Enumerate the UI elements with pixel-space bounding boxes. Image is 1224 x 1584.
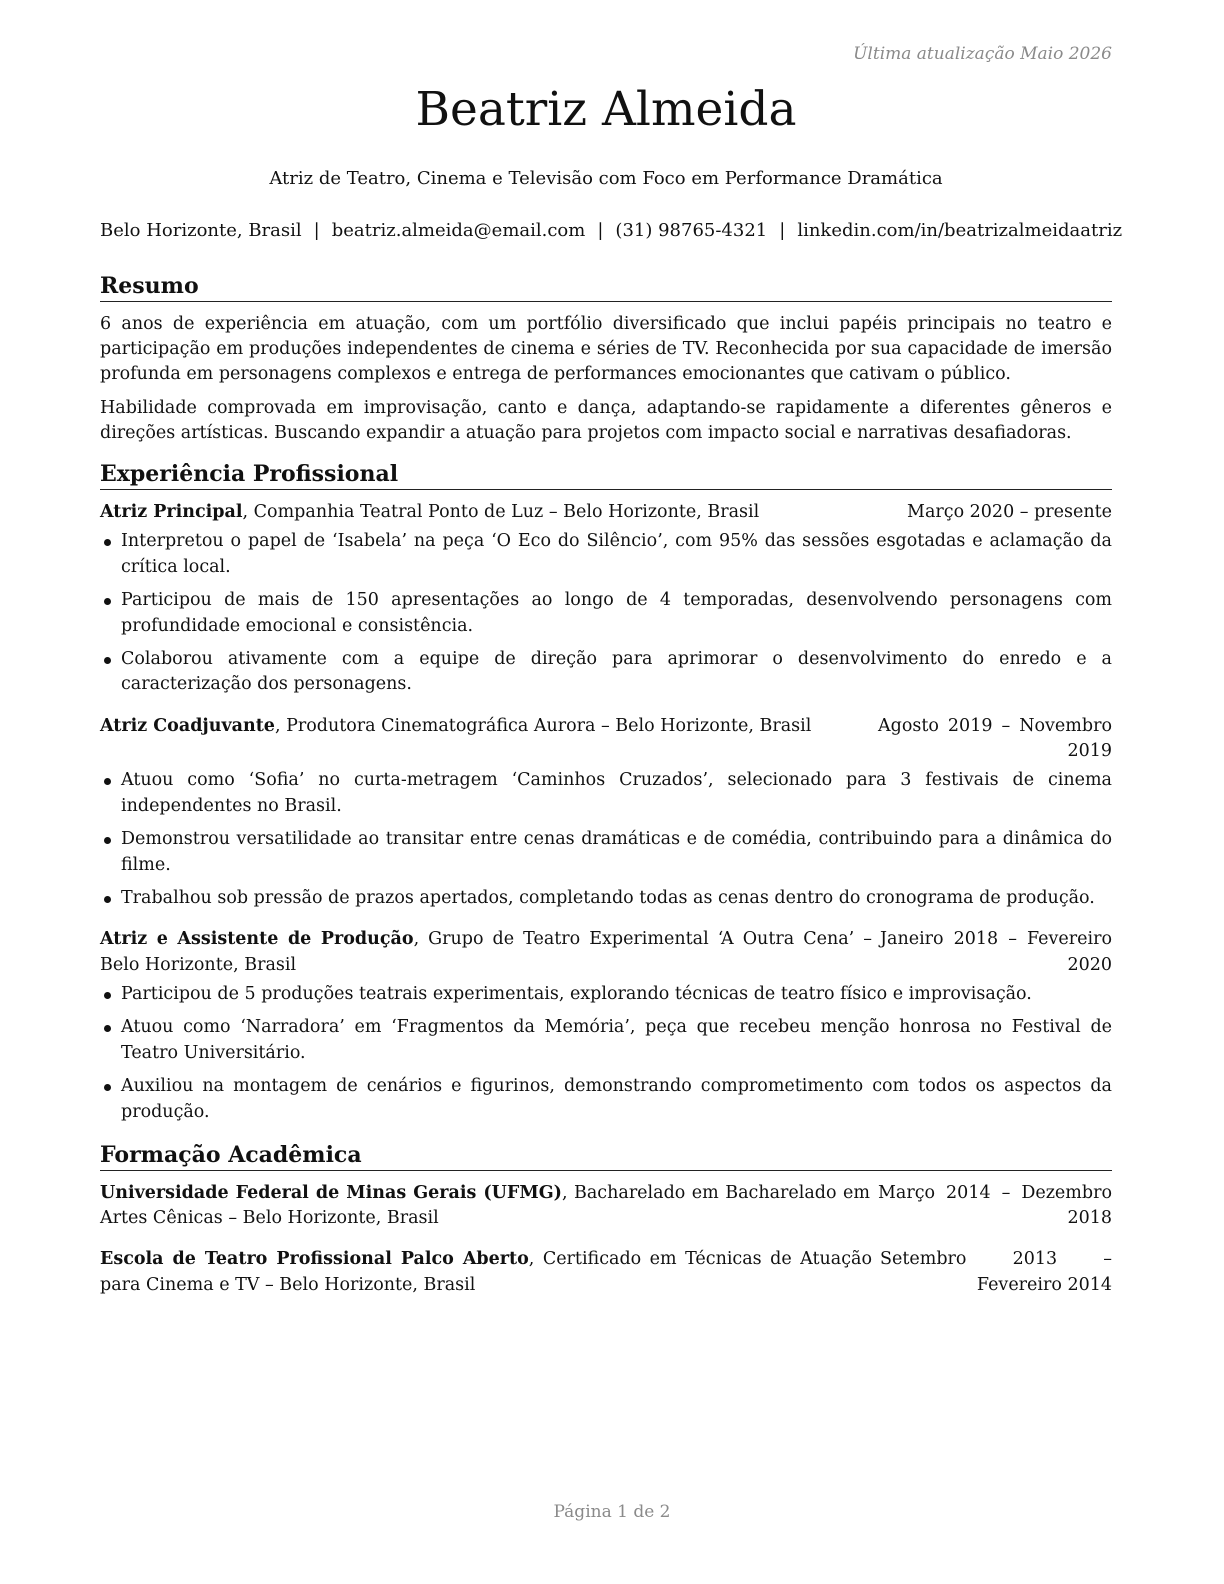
contact-phone: (31) 98765-4321: [615, 220, 768, 241]
bullet-icon: [104, 1025, 111, 1032]
contact-separator: |: [313, 220, 320, 241]
list-item: [100, 768, 1112, 819]
job-role: Atriz e Assistente de Produção: [100, 929, 414, 950]
bullet-icon: [104, 837, 111, 844]
bullet-icon: [104, 896, 111, 903]
job-title-line: [100, 714, 878, 739]
education-entry: [100, 1247, 1112, 1298]
bullet-icon: [104, 778, 111, 785]
contact-location: Belo Horizonte, Brasil: [100, 220, 302, 241]
education-header: [100, 1247, 1112, 1298]
job-org: , Grupo de Teatro Experimental ‘A Outra Cena’ – Belo Horizonte, Brasil: [100, 929, 872, 975]
job-role: Atriz Principal: [100, 502, 243, 523]
bullet-text: Auxiliou na montagem de cenários e figurinos, demonstrando comprometimento com todos os aspectos da produção.: [121, 1076, 1112, 1122]
bullet-text: Atuou como ‘Sofia’ no curta-metragem ‘Caminhos Cruzados’, selecionado para 3 festivais de cinema independentes no Brasil.: [121, 770, 1112, 816]
job-header: [100, 927, 1112, 978]
job-header: [100, 500, 1112, 525]
professional-title: Atriz de Teatro, Cinema e Televisão com Foco em Performance Dramática: [269, 168, 943, 189]
candidate-name: Beatriz Almeida: [415, 82, 797, 137]
bullet-icon: [104, 539, 111, 546]
summary-paragraph: Habilidade comprovada em improvisação, canto e dança, adaptando-se rapidamente a diferentes gêneros e direções artísticas. Buscando expandir a atuação para projetos com impacto social e narrativas desafiadoras.: [100, 397, 1112, 444]
job-org: , Produtora Cinematográfica Aurora – Belo Horizonte, Brasil: [274, 715, 812, 736]
list-item: [100, 886, 1112, 911]
job-header: [100, 714, 1112, 765]
section-title-education: Formação Acadêmica: [100, 1141, 1112, 1171]
bullet-text: Demonstrou versatilidade ao transitar entre cenas dramáticas e de comédia, contribuindo para a dinâmica do filme.: [121, 829, 1112, 875]
job-dates: Março 2020 – presente: [907, 502, 1112, 523]
section-title-experience: Experiência Profissional: [100, 460, 1112, 490]
list-item: [100, 982, 1112, 1007]
education-dates: Setembro 2013 – Fevereiro 2014: [880, 1249, 1112, 1295]
education-header: [100, 1181, 1112, 1232]
education-section: [100, 1141, 1112, 1298]
bullet-icon: [104, 992, 111, 999]
job-entry: [100, 927, 1112, 1125]
job-dates: Janeiro 2018 – Fevereiro 2020: [880, 929, 1112, 975]
job-entry: [100, 500, 1112, 698]
list-item: [100, 1015, 1112, 1066]
bullet-icon: [104, 1084, 111, 1091]
education-dates: Março 2014 – Dezembro 2018: [878, 1182, 1112, 1228]
education-title-line: [100, 1247, 880, 1298]
bullet-text: Interpretou o papel de ‘Isabela’ na peça ‘O Eco do Silêncio’, com 95% das sessões esgotadas e aclamação da crítica local.: [121, 531, 1112, 577]
bullet-text: Trabalhou sob pressão de prazos apertados, completando todas as cenas dentro do cronograma de produção.: [121, 887, 1095, 908]
job-entry: [100, 714, 1112, 912]
summary-paragraph: 6 anos de experiência em atuação, com um portfólio diversificado que inclui papéis principais no teatro e participação em produções independentes de cinema e séries de TV. Reconhecida por sua capacidade de imersão profunda em personagens complexos e entrega de performances emocionantes que cativam o público.: [100, 313, 1112, 385]
list-item: [100, 588, 1112, 639]
bullet-text: Colaborou ativamente com a equipe de direção para aprimorar o desenvolvimento do enredo e a caracterização dos personagens.: [121, 648, 1112, 695]
section-title-summary: Resumo: [100, 272, 1112, 302]
bullet-icon: [104, 598, 111, 605]
contact-separator: |: [597, 220, 604, 241]
job-role: Atriz Coadjuvante: [100, 715, 275, 736]
job-title-line: [100, 500, 907, 525]
contact-linkedin[interactable]: linkedin.com/in/beatrizalmeidaatriz: [797, 220, 1123, 241]
bullet-text: Participou de mais de 150 apresentações ao longo de 4 temporadas, desenvolvendo personagens com profundidade emocional e consistência.: [121, 590, 1112, 636]
experience-section: [100, 460, 1112, 1124]
education-entry: [100, 1181, 1112, 1232]
job-org: , Companhia Teatral Ponto de Luz – Belo Horizonte, Brasil: [242, 502, 760, 523]
list-item: [100, 1074, 1112, 1125]
resume-content: [100, 272, 1112, 1314]
job-bullets: [100, 768, 1112, 911]
summary-section: [100, 272, 1112, 446]
job-dates: Agosto 2019 – Novembro 2019: [878, 715, 1112, 762]
last-updated: Última atualização Maio 2026: [853, 44, 1112, 64]
bullet-icon: [104, 657, 111, 664]
job-bullets: [100, 529, 1112, 697]
education-detail: , Bacharelado em Bacharelado em Artes Cênicas – Belo Horizonte, Brasil: [100, 1182, 871, 1228]
bullet-text: Atuou como ‘Narradora’ em ‘Fragmentos da Memória’, peça que recebeu menção honrosa no Festival de Teatro Universitário.: [121, 1017, 1112, 1063]
list-item: [100, 529, 1112, 580]
education-school: Escola de Teatro Profissional Palco Aberto: [100, 1249, 529, 1270]
list-item: [100, 647, 1112, 698]
job-bullets: [100, 982, 1112, 1125]
education-title-line: [100, 1181, 878, 1232]
contact-separator: |: [779, 220, 786, 241]
job-title-line: [100, 927, 880, 978]
bullet-text: Participou de 5 produções teatrais experimentais, explorando técnicas de teatro físico e improvisação.: [121, 984, 1032, 1005]
education-detail: , Certificado em Técnicas de Atuação para Cinema e TV – Belo Horizonte, Brasil: [100, 1249, 872, 1295]
page-number: Página 1 de 2: [553, 1502, 671, 1522]
contact-email[interactable]: beatriz.almeida@email.com: [331, 220, 586, 241]
education-school: Universidade Federal de Minas Gerais (UFMG): [100, 1182, 562, 1203]
list-item: [100, 827, 1112, 878]
contact-line: [100, 218, 1123, 244]
